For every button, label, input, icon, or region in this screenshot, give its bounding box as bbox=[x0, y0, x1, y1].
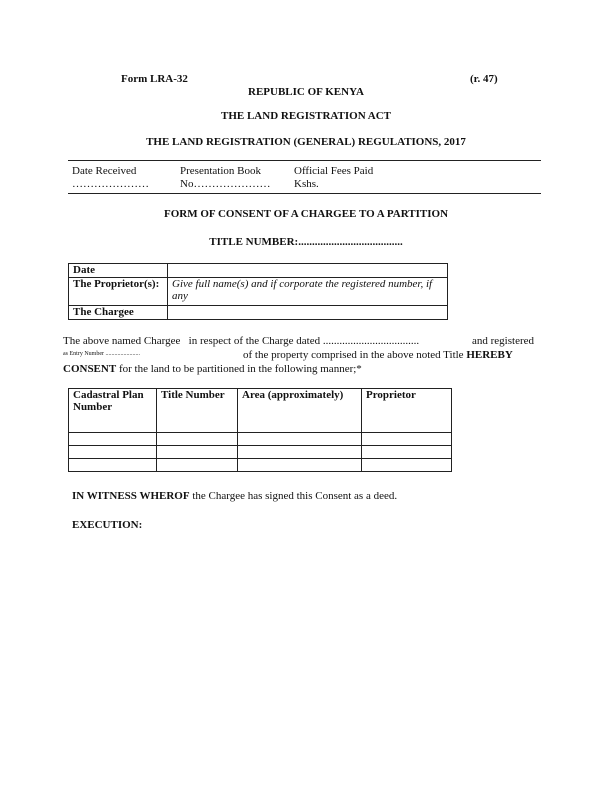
chargee-value-cell[interactable] bbox=[168, 306, 448, 320]
cell-area[interactable] bbox=[238, 433, 362, 446]
consent-line-1-end: and registered bbox=[472, 335, 534, 347]
header-area: Area (approximately) bbox=[238, 389, 362, 433]
consent-line-1: The above named Chargee in respect of the Charge dated ................................... bbox=[63, 335, 420, 347]
divider-bottom bbox=[68, 193, 541, 194]
kshs-label: Kshs. bbox=[294, 178, 319, 190]
date-received-dots: ………………… bbox=[72, 178, 149, 190]
cell-proprietor[interactable] bbox=[362, 446, 452, 459]
cell-area[interactable] bbox=[238, 459, 362, 472]
hereby-word: HEREBY bbox=[466, 349, 513, 361]
chargee-label-cell: The Chargee bbox=[69, 306, 168, 320]
republic-heading: REPUBLIC OF KENYA bbox=[248, 86, 364, 98]
regulations-heading: THE LAND REGISTRATION (GENERAL) REGULATIONS, 2017 bbox=[146, 136, 466, 148]
consent-line-3-text: for the land to be partitioned in the following manner;* bbox=[118, 363, 362, 375]
header-cadastral-plan-number: Cadastral Plan Number bbox=[69, 389, 157, 433]
table-row bbox=[69, 446, 452, 459]
cell-title-number[interactable] bbox=[157, 446, 238, 459]
official-fees-label: Official Fees Paid bbox=[294, 165, 374, 177]
rule-reference: (r. 47) bbox=[470, 73, 498, 85]
witness-text: the Chargee has signed this Consent as a deed. bbox=[192, 490, 398, 502]
form-label: Form LRA-32 bbox=[121, 73, 188, 85]
table-row bbox=[69, 433, 452, 446]
cell-proprietor[interactable] bbox=[362, 459, 452, 472]
consent-line-2-text: of the property comprised in the above noted Title bbox=[243, 349, 464, 361]
cell-title-number[interactable] bbox=[157, 433, 238, 446]
witness-clause bbox=[72, 490, 397, 502]
cell-plan-number[interactable] bbox=[69, 433, 157, 446]
presentation-book-label: Presentation Book bbox=[180, 165, 261, 177]
consent-line-2 bbox=[243, 349, 513, 361]
cell-area[interactable] bbox=[238, 446, 362, 459]
table-row bbox=[69, 459, 452, 472]
consent-line-3 bbox=[63, 363, 362, 375]
partition-table bbox=[68, 388, 452, 472]
date-label-cell: Date bbox=[69, 264, 168, 278]
form-title: FORM OF CONSENT OF A CHARGEE TO A PARTITION bbox=[163, 208, 449, 220]
header-proprietor: Proprietor bbox=[362, 389, 452, 433]
date-received-label: Date Received bbox=[72, 165, 137, 177]
cell-proprietor[interactable] bbox=[362, 433, 452, 446]
witness-bold: IN WITNESS WHEROF bbox=[72, 490, 190, 502]
consent-word: CONSENT bbox=[63, 363, 117, 375]
cell-plan-number[interactable] bbox=[69, 446, 157, 459]
entry-number: as Entry Number ....................... bbox=[63, 351, 140, 357]
header-title-number: Title Number bbox=[157, 389, 238, 433]
cell-title-number[interactable] bbox=[157, 459, 238, 472]
proprietor-label-cell: The Proprietor(s): bbox=[69, 278, 168, 306]
proprietor-value-cell[interactable]: Give full name(s) and if corporate the registered number, if any bbox=[168, 278, 448, 306]
divider-top bbox=[68, 160, 541, 161]
cell-plan-number[interactable] bbox=[69, 459, 157, 472]
act-heading: THE LAND REGISTRATION ACT bbox=[220, 110, 392, 122]
party-table bbox=[68, 263, 448, 320]
execution-heading: EXECUTION: bbox=[72, 519, 143, 531]
date-value-cell[interactable] bbox=[168, 264, 448, 278]
title-number: TITLE NUMBER:...................................... bbox=[209, 236, 403, 248]
presentation-number: No………………… bbox=[180, 178, 271, 190]
